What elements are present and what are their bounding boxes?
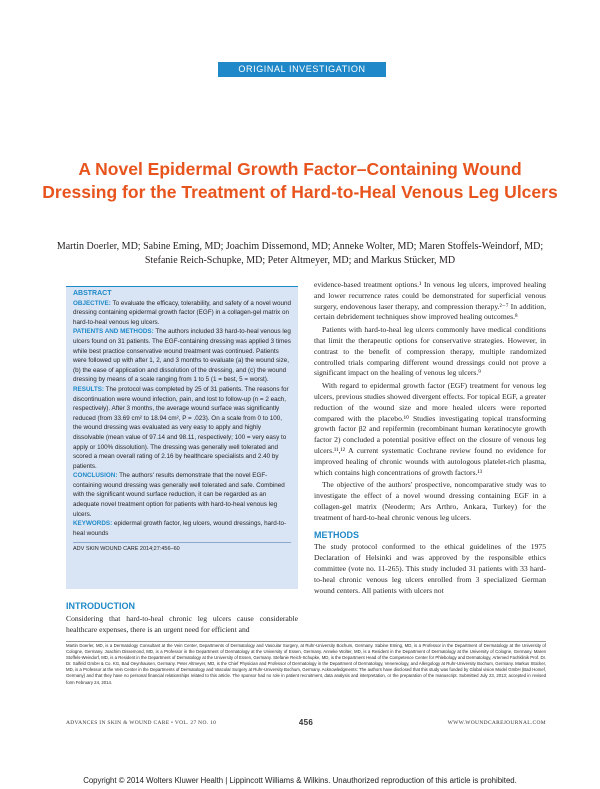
patients-methods-label: PATIENTS AND METHODS: — [73, 328, 154, 336]
conclusion-text: The authors' results demonstrate that the novel EGF-containing wound dressing was generally well tolerated and safe. Combined with the significant wound surface reduction, it can be regarded as an adequate novel treatment option for patients with hard-to-heal venous leg ulcers. — [73, 472, 285, 518]
conclusion-label: CONCLUSION: — [73, 472, 118, 480]
abstract-objective — [73, 299, 291, 328]
page-footer — [66, 718, 546, 730]
author-list: Martin Doerler, MD; Sabine Eming, MD; Joachim Dissemond, MD; Anneke Wolter, MD; Maren Stoffels-Weindorf, MD; Stefanie Reich-Schupke, MD; Peter Altmeyer, MD; and Markus Stücker, MD — [56, 241, 544, 266]
body-paragraph: The objective of the authors' prospective, noncomparative study was to investigate the effect of a novel wound dressing containing EGF in a collagen-gel matrix (Neoderm; Ars Arthro, Ankara, Turkey) for the treatment of hard-to-heal chronic venous leg ulcers. — [314, 480, 546, 522]
keywords-text: epidermal growth factor, leg ulcers, wound dressings, hard-to-heal wounds — [73, 520, 287, 537]
results-text: The protocol was completed by 25 of 31 patients. The reasons for discontinuation were wound infection, pain, and lost to follow-up (n = 2 each, respectively). After 3 months, the average wound surface was significantly reduced (from 33.69 cm² to 18.94 cm², P = .023). On a scale from 0 to 100, the wound dressing was evaluated as very easy to apply and highly dissolvable (mean value of 97.14 and 98.11, respectively; 100 = very easy to apply or 100% dissolution). The dressing was generally well tolerated and scored a mean overall rating of 2.16 by healthcare specialists and 2.40 by patients. — [73, 385, 289, 470]
journal-url: WWW.WOUNDCAREJOURNAL.COM — [447, 720, 546, 726]
body-paragraph: With regard to epidermal growth factor (EGF) treatment for venous leg ulcers, previous studies showed divergent effects. For topical EGF, a greater reduction of the wound size and more healed ulcers were reported compared with the placebo.¹⁰ Studies investigating topical transforming growth factor β2 and repifermin (recombinant human keratinocyte growth factor 2) concluded a potential positive effect on the closure of venous leg ulcers.¹¹,¹² A current systematic Cochrane review found no evidence for improved healing of chronic wounds with autologous platelet-rich plasma, which contains high concentrations of growth factors.¹³ — [314, 381, 546, 477]
abstract-conclusion — [73, 471, 291, 519]
objective-label: OBJECTIVE: — [73, 299, 111, 307]
page-number: 456 — [298, 718, 314, 727]
objective-text: To evaluate the efficacy, tolerability, and safety of a novel wound dressing containing epidermal growth factor (EGF) in a collagen-gel matrix on hard-to-heal venous leg ulcers. — [73, 299, 291, 326]
patients-methods-text: The authors included 33 hard-to-heal venous leg ulcers found on 31 patients. The EGF-containing dressing was applied 3 times while best practice conservative wound treatment was continued. Patients were followed up with after 1, 2, and 3 months to evaluate (a) the wound size, (b) the ease of application and dissolution of the dressing, and (c) the wound dressing by means of a scale ranging from 1 to 5 (1 = best, 5 = worst). — [73, 328, 291, 384]
body-paragraph: evidence-based treatment options.¹ In venous leg ulcers, improved healing and lower recurrence rates could be demonstrated for superficial venous surgery, endovenous laser therapy, and compression therapy.²⁻⁷ In addition, certain debridement techniques show improved healing outcomes.⁸ — [314, 280, 546, 322]
copyright-notice: Copyright © 2014 Wolters Kluwer Health | Lippincott Williams & Wilkins. Unauthorized reproduction of this article is prohibited. — [83, 776, 517, 785]
author-affiliations-footnote: Martin Doerler, MD, is a Dermatology Consultant at the Vein Center, Departments of Dermatology and Vascular Surgery, at Ruhr-University Bochum, Germany. Sabine Eming, MD, is a Professor in the Department of Dermatology at the University of Cologne, Germany. Joachim Dissemond, MD, is a Professor in the Department of Dermatology at the University of Essen, Germany. Anneke Wolter, MD, is a Resident in the Department of Dermatology at the University of Cologne, Germany. Maren Stoffels-Weindorf, MD, is a Resident in the Department of Dermatology at the University of Essen, Germany. Stefanie Reich-Schupke, MD, is the Department Head of the Competence Center for Phlebology and Dermatology, Artemed Fachklinik Prof. Dr. Dr. Salfeld GmbH & Co. KG, Bad Oeynhausen, Germany. Peter Altmeyer, MD, is the Chief Physician and Professor of Dermatology in the Department of Dermatology, Venereology, and Allergology at Ruhr-University Bochum, Germany. Markus Stücker, MD, is a Professor at the Vein Center in the Departments of Dermatology and Vascular Surgery at Ruhr-University Bochum, Germany. Acknowledgments: The authors have disclosed that this study was funded by Global vision Model GmbH (Bad Homef, Germany) and that they have no personal financial relationships related to this article. The sponsor had no role in patient recruitment, data analysis and interpretation, or the preparation of the manuscript. Submitted July 23, 2013; accepted in revised form February 24, 2014. — [66, 643, 546, 685]
abstract-box — [66, 286, 298, 589]
results-label: RESULTS: — [73, 385, 105, 393]
abstract-heading: ABSTRACT — [73, 290, 112, 297]
abstract-results — [73, 385, 291, 471]
abstract-patients-methods — [73, 327, 291, 385]
methods-heading: METHODS — [314, 529, 359, 540]
body-paragraph: The study protocol conformed to the ethical guidelines of the 1975 Declaration of Helsinki and was approved by the responsible ethics committee (vote no. 11-265). This study included 31 patients with 33 hard-to-heal chronic venous leg ulcers enrolled from 3 specialized German wound centers. All patients with ulcers not — [314, 542, 546, 595]
journal-issue: ADVANCES IN SKIN & WOUND CARE • VOL. 27 NO. 10 — [66, 720, 217, 726]
keywords-label: KEYWORDS: — [73, 520, 113, 528]
section-banner: ORIGINAL INVESTIGATION — [218, 62, 386, 77]
introduction-heading: INTRODUCTION — [66, 601, 135, 611]
article-title: A Novel Epidermal Growth Factor–Containing Wound Dressing for the Treatment of Hard-to-Heal Venous Leg Ulcers — [42, 159, 558, 202]
footnote-divider — [66, 641, 546, 642]
body-paragraph: Patients with hard-to-heal leg ulcers commonly have medical conditions that limit the therapeutic options for conservative strategies. However, in contrast to the benefit of compression therapy, multiple randomized controlled trials comparing different wound dressings could not prove a significant impact on the healing of venous leg ulcers.⁹ — [314, 325, 546, 378]
introduction-text: Considering that hard-to-heal chronic leg ulcers cause considerable healthcare expenses, there is an urgent need for efficient and — [66, 614, 298, 634]
right-column — [314, 280, 546, 598]
abstract-keywords — [73, 519, 291, 538]
journal-citation: ADV SKIN WOUND CARE 2014;27:456–60 — [73, 542, 291, 555]
